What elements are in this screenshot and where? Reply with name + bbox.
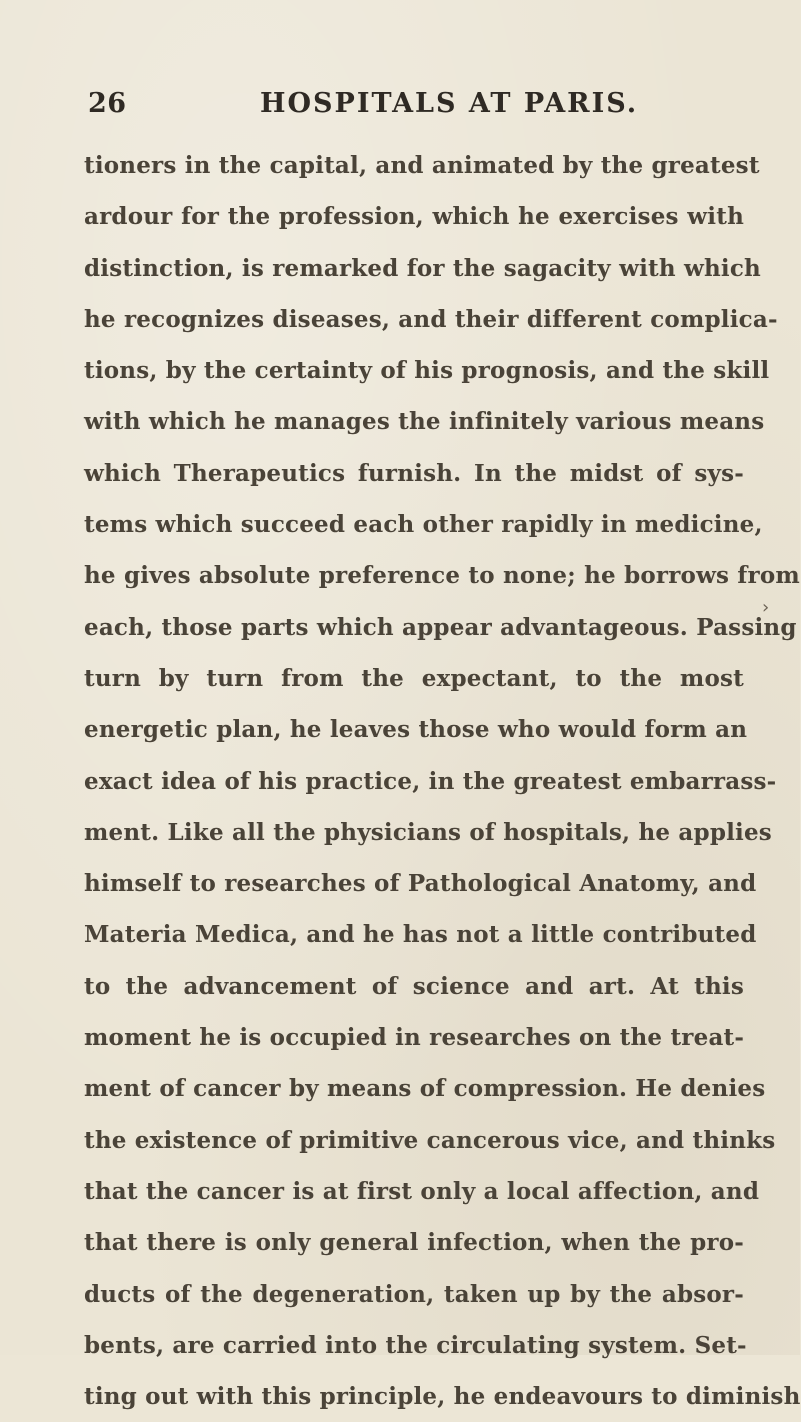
- text-line: ting out with this principle, he endeavours to diminish: [84, 1383, 801, 1411]
- text-line: he recognizes diseases, and their different complica-: [84, 305, 778, 333]
- text-line: tems which succeed each other rapidly in medicine,: [84, 511, 763, 539]
- text-line: which Therapeutics furnish. In the midst of sys-: [84, 459, 744, 487]
- text-line: ducts of the degeneration, taken up by the absor-: [84, 1280, 744, 1308]
- page-number: 26: [88, 88, 127, 119]
- margin-mark: ›: [762, 597, 770, 618]
- text-line: tions, by the certainty of his prognosis, and the skill: [84, 357, 770, 385]
- running-head: [88, 88, 728, 128]
- text-line: that there is only general infection, when the pro-: [84, 1229, 744, 1257]
- text-line: moment he is occupied in researches on the treat-: [84, 1024, 745, 1052]
- text-line: the existence of primitive cancerous vice, and thinks: [84, 1126, 776, 1154]
- text-line: himself to researches of Pathological Anatomy, and: [84, 870, 757, 898]
- text-line: ment of cancer by means of compression. He denies: [84, 1075, 766, 1103]
- text-line: Materia Medica, and he has not a little contributed: [84, 921, 757, 949]
- text-line: tioners in the capital, and animated by the greatest: [84, 152, 760, 179]
- text-line: ardour for the profession, which he exercises with: [84, 203, 744, 231]
- text-line: distinction, is remarked for the sagacity with which: [84, 254, 761, 282]
- text-line: each, those parts which appear advantageous. Passing: [84, 613, 797, 641]
- text-line: energetic plan, he leaves those who would form an: [84, 716, 748, 744]
- text-line: with which he manages the infinitely various means: [84, 408, 765, 436]
- text-line: turn by turn from the expectant, to the most: [84, 664, 744, 692]
- text-line: exact idea of his practice, in the greatest embarrass-: [84, 767, 777, 795]
- text-line: that the cancer is at first only a local affection, and: [84, 1177, 760, 1205]
- text-line: he gives absolute preference to none; he borrows from: [84, 562, 800, 590]
- running-title: HOSPITALS AT PARIS.: [260, 88, 639, 119]
- body-text: [84, 140, 801, 1422]
- text-line: ment. Like all the physicians of hospitals, he applies: [84, 818, 772, 846]
- text-line: bents, are carried into the circulating system. Set-: [84, 1331, 747, 1359]
- text-line: to the advancement of science and art. At this: [84, 972, 744, 1000]
